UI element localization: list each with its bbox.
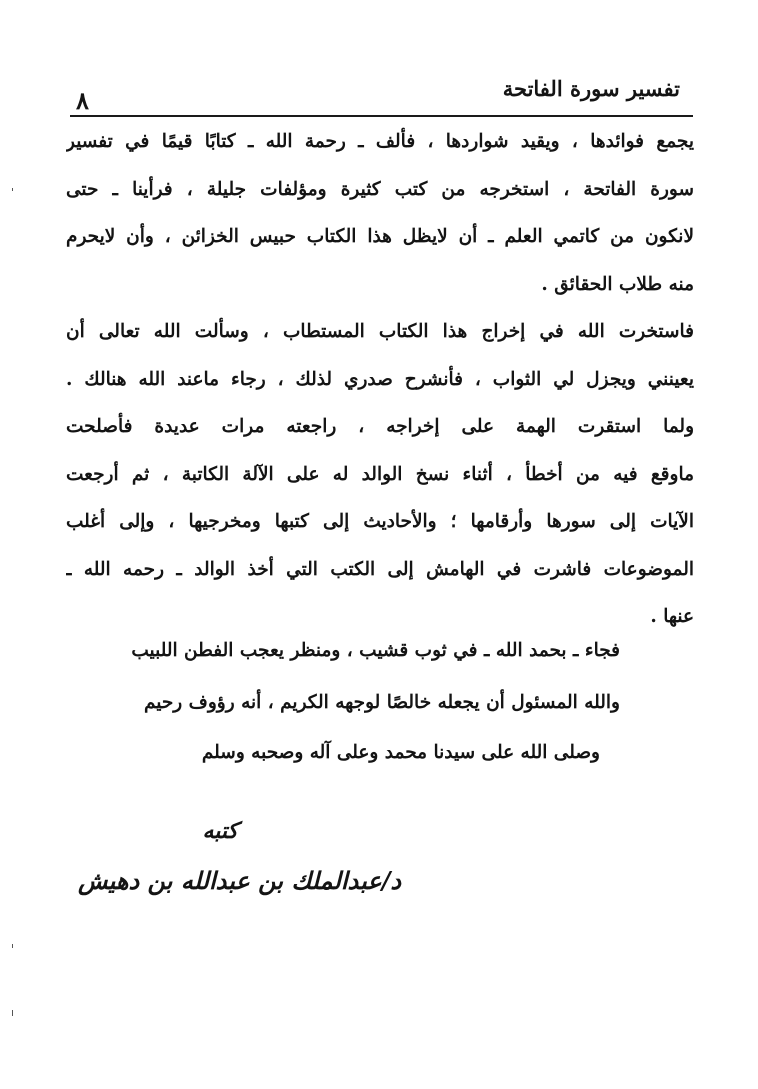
text-line: يعينني ويجزل لي الثواب ، فأنشرح صدري لذلك ، رجاء ماعند الله هنالك .	[66, 368, 694, 390]
paragraph-1	[66, 118, 694, 308]
scan-speck	[12, 188, 13, 191]
page-number: ٨	[76, 86, 89, 115]
text-line: فاستخرت الله في إخراج هذا الكتاب المستطاب ، وسألت الله تعالى أن	[66, 321, 694, 342]
header-divider	[70, 115, 693, 117]
scan-speck	[12, 1010, 13, 1016]
text-line: ماوقع فيه من أخطأ ، أثناء نسخ الوالد له على الآلة الكاتبة ، ثم أرجعت	[66, 463, 694, 485]
running-title: تفسير سورة الفاتحة	[502, 76, 680, 101]
closing-line-3: وصلى الله على سيدنا محمد وعلى آله وصحبه وسلم	[201, 742, 600, 763]
closing-line-1: فجاء ـ بحمد الله ـ في ثوب قشيب ، ومنظر يعجب الفطن اللبيب	[131, 640, 620, 661]
closing-line-2: والله المسئول أن يجعله خالصًا لوجهه الكريم ، أنه رؤوف رحيم	[143, 692, 620, 713]
text-line: عنها .	[650, 606, 694, 627]
text-line: لانكون من كاتمي العلم ـ أن لايظل هذا الكتاب حبيس الخزائن ، وأن لايحرم	[66, 226, 694, 247]
text-line: سورة الفاتحة ، استخرجه من كتب كثيرة ومؤلفات جليلة ، فرأينا ـ حتى	[66, 178, 694, 200]
paragraph-3	[66, 403, 694, 641]
signature-name: د/عبدالملك بن عبدالله بن دهيش	[78, 866, 402, 895]
text-line: الآيات إلى سورها وأرقامها ؛ والأحاديث إلى كتبها ومخرجيها ، وإلى أغلب	[66, 511, 694, 532]
text-line: منه طلاب الحقائق .	[541, 273, 694, 295]
scan-speck	[12, 944, 13, 948]
text-line: ولما استقرت الهمة على إخراجه ، راجعته مرات عديدة فأصلحت	[66, 416, 694, 437]
paragraph-2	[66, 308, 694, 403]
text-line: الموضوعات فاشرت في الهامش إلى الكتب التي أخذ الوالد ـ رحمه الله ـ	[66, 558, 694, 580]
text-line: يجمع فوائدها ، ويقيد شواردها ، فألف ـ رحمة الله ـ كتابًا قيمًا في تفسير	[66, 131, 694, 152]
signature-label: كتبه	[202, 818, 238, 844]
